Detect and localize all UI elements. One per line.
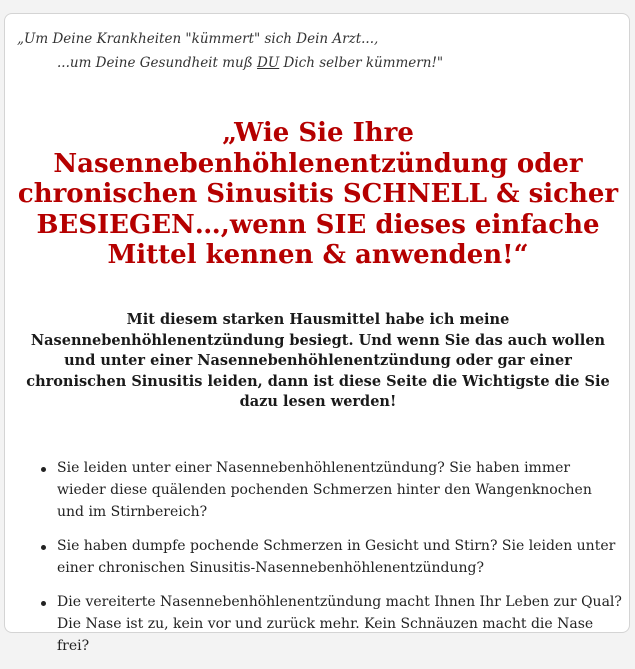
page-headline: „Wie Sie Ihre Nasennebenhöhlenentzündung oder chronischen Sinusitis SCHNELL & sicher BESIEGEN…,wenn SIE dieses einfache Mittel kennen & anwenden!“ — [17, 118, 619, 270]
motto-line-1: „Um Deine Krankheiten "kümmert" sich Dein Arzt..., — [17, 31, 379, 47]
bullet-icon — [41, 545, 46, 550]
list-item — [33, 591, 623, 657]
list-item-text: Die vereiterte Nasennebenhöhlenentzündung macht Ihnen Ihr Leben zur Qual? Die Nase ist zu, kein vor und zurück mehr. Kein Schnäuzen macht die Nase frei? — [57, 594, 622, 654]
motto-line-2-end: Dich selber kümmern!" — [279, 55, 444, 71]
bullet-icon — [41, 467, 46, 472]
list-item-text: Sie haben dumpfe pochende Schmerzen in Gesicht und Stirn? Sie leiden unter einer chronischen Sinusitis-Nasennebenhöhlenentzündung? — [57, 538, 616, 576]
list-item — [33, 457, 623, 523]
list-item-text: Sie leiden unter einer Nasennebenhöhlenentzündung? Sie haben immer wieder diese quälenden pochenden Schmerzen hinter den Wangenknochen und im Stirnbereich? — [57, 460, 592, 520]
list-item — [33, 535, 623, 579]
motto-emphasis-du: DU — [257, 55, 280, 71]
intro-paragraph: Mit diesem starken Hausmittel habe ich meine Nasennebenhöhlenentzündung besiegt. Und wenn Sie das auch wollen und unter einer Nasennebenhöhlenentzündung oder gar einer chronischen Sinusitis leiden, dann ist diese Seite die Wichtigste die Sie dazu lesen werden! — [26, 311, 610, 410]
content-card — [4, 13, 630, 654]
motto-line-2 — [57, 55, 443, 71]
bullet-icon — [41, 601, 46, 606]
symptom-list — [33, 457, 623, 669]
motto-line-2-start: ...um Deine Gesundheit muß — [57, 55, 258, 71]
